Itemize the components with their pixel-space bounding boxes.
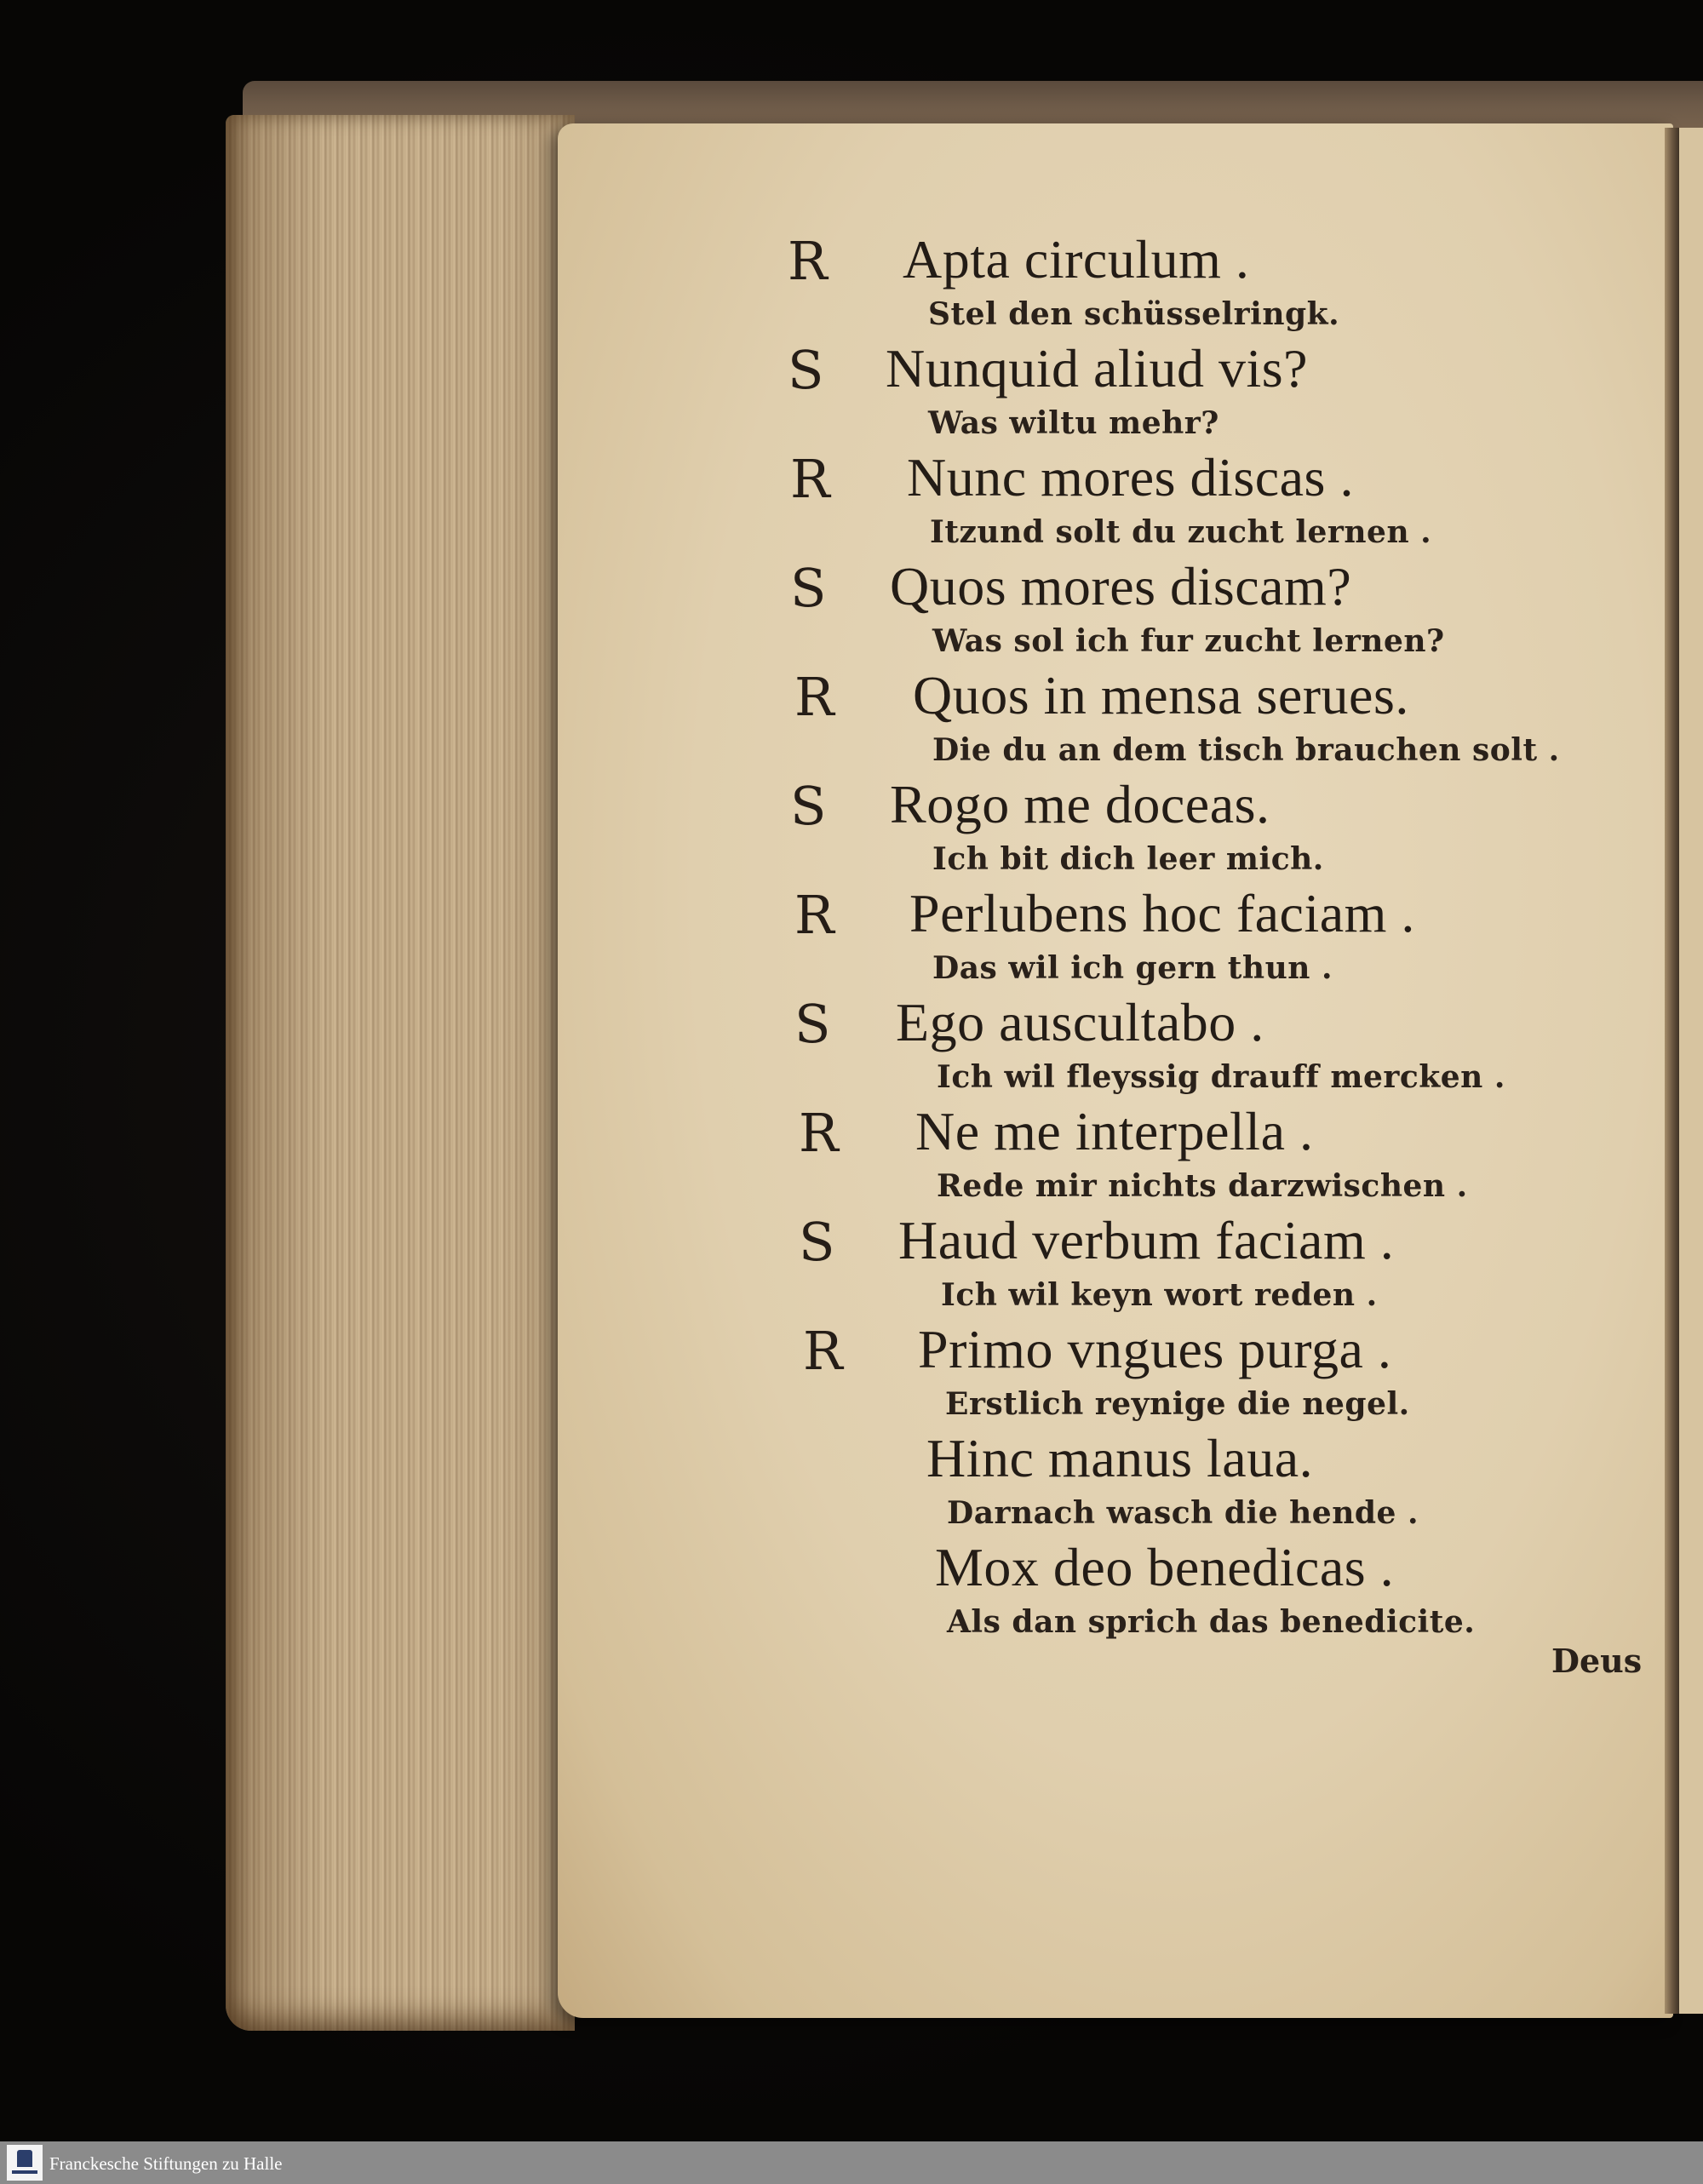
speaker-label: S xyxy=(790,557,827,619)
speaker-label: S xyxy=(799,1211,835,1273)
german-line: Itzund solt du zucht lernen . xyxy=(930,514,1432,550)
german-line: Stel den schüsselringk. xyxy=(928,296,1340,332)
german-line: Ich bit dich leer mich. xyxy=(932,841,1324,877)
latin-line: Nunc mores discas . xyxy=(907,447,1354,507)
speaker-label: R xyxy=(788,230,828,292)
footer-bar xyxy=(0,2141,1703,2184)
german-line: Was sol ich fur zucht lernen? xyxy=(932,623,1445,659)
footer-institution: Franckesche Stiftungen zu Halle xyxy=(49,2153,283,2174)
speaker-label: S xyxy=(794,993,831,1055)
speaker-label: S xyxy=(790,775,827,837)
german-line: Die du an dem tisch brauchen solt . xyxy=(932,732,1560,768)
latin-line: Ego auscultabo . xyxy=(896,992,1264,1052)
latin-line: Mox deo benedicas . xyxy=(935,1537,1395,1597)
speaker-label: R xyxy=(799,1102,839,1164)
german-line: Ich wil fleyssig drauff mercken . xyxy=(937,1059,1505,1095)
german-line: Ich wil keyn wort reden . xyxy=(941,1277,1378,1313)
german-line: Was wiltu mehr? xyxy=(928,405,1219,441)
latin-line: Rogo me doceas. xyxy=(890,774,1270,834)
speaker-label: S xyxy=(788,339,824,401)
page-edges xyxy=(226,115,575,2031)
latin-line: Quos in mensa serues. xyxy=(913,665,1409,725)
latin-line: Primo vngues purga . xyxy=(918,1319,1392,1379)
speaker-label: R xyxy=(803,1320,843,1382)
german-line: Erstlich reynige die negel. xyxy=(945,1386,1410,1422)
catchword: Deus xyxy=(1551,1642,1643,1680)
facing-page-edge xyxy=(1679,128,1703,2014)
latin-line: Hinc manus laua. xyxy=(926,1428,1314,1488)
german-line: Als dan sprich das benedicite. xyxy=(947,1604,1476,1640)
latin-line: Apta circulum . xyxy=(903,229,1250,289)
latin-line: Haud verbum faciam . xyxy=(898,1210,1395,1270)
german-line: Darnach wasch die hende . xyxy=(947,1495,1419,1531)
latin-line: Nunquid aliud vis? xyxy=(886,338,1309,398)
german-line: Das wil ich gern thun . xyxy=(932,950,1333,986)
german-line: Rede mir nichts darzwischen . xyxy=(937,1168,1468,1204)
francke-foundations-logo-icon xyxy=(7,2145,43,2181)
speaker-label: R xyxy=(794,884,834,946)
latin-line: Perlubens hoc faciam . xyxy=(909,883,1415,943)
speaker-label: R xyxy=(790,448,830,510)
latin-line: Ne me interpella . xyxy=(915,1101,1314,1161)
book-gutter xyxy=(1665,128,1680,2014)
speaker-label: R xyxy=(794,666,834,728)
latin-line: Quos mores discam? xyxy=(890,556,1352,616)
